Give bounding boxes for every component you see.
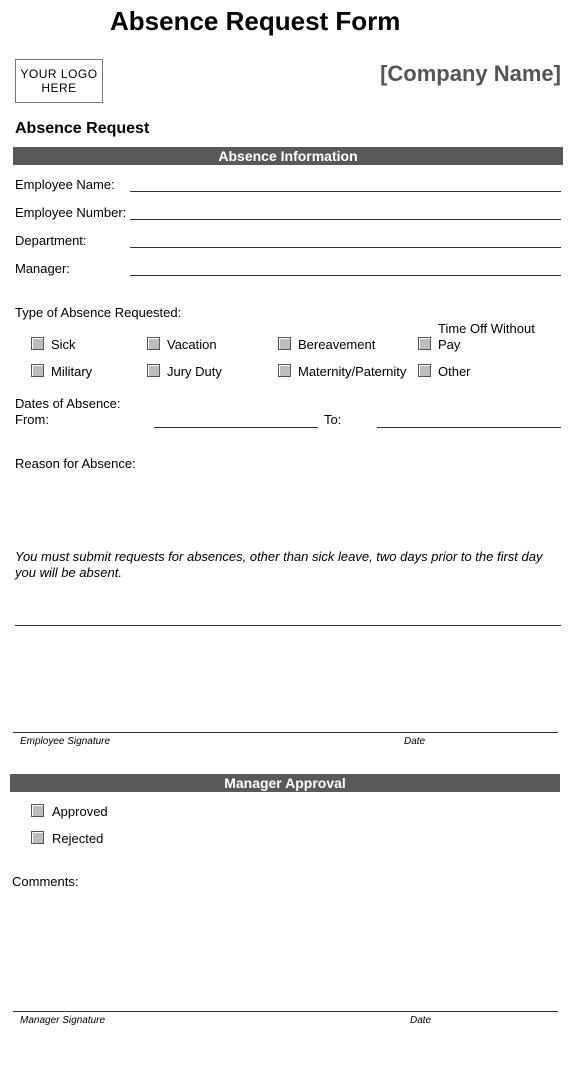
company-name: [Company Name] (380, 61, 561, 86)
employee-number-field[interactable] (130, 219, 561, 220)
reason-field[interactable] (15, 476, 561, 542)
form-title: Absence Request Form (110, 6, 401, 36)
logo-text-line1: YOUR LOGO (20, 67, 98, 81)
military-checkbox[interactable] (31, 364, 44, 377)
time-off-without-pay-checkbox[interactable] (418, 337, 431, 350)
sick-checkbox[interactable] (31, 337, 44, 350)
employee-date-label: Date (404, 736, 426, 747)
logo-placeholder (15, 59, 103, 103)
absence-information-header: Absence Information (13, 147, 563, 165)
from-date-field[interactable] (154, 427, 318, 428)
notice-line2: you will be absent. (15, 565, 122, 580)
vacation-checkbox[interactable] (147, 337, 160, 350)
from-label: From: (15, 412, 49, 427)
rejected-label: Rejected (52, 831, 104, 846)
bereavement-label: Bereavement (298, 337, 376, 352)
employee-signature-line[interactable] (13, 732, 558, 733)
section-title: Absence Request (15, 120, 150, 137)
logo-text-line2: HERE (41, 81, 77, 95)
manager-approval-header: Manager Approval (10, 774, 560, 792)
employee-name-label: Employee Name: (15, 177, 115, 192)
jury-duty-label: Jury Duty (167, 364, 222, 379)
other-label: Other (438, 364, 471, 379)
jury-duty-checkbox[interactable] (147, 364, 160, 377)
employee-number-label: Employee Number: (15, 205, 127, 220)
rejected-checkbox[interactable] (31, 831, 44, 844)
manager-field[interactable] (130, 275, 561, 276)
dates-of-absence-label: Dates of Absence: (15, 396, 121, 411)
maternity-paternity-label: Maternity/Paternity (298, 364, 407, 379)
to-label: To: (324, 412, 342, 427)
sick-label: Sick (51, 337, 76, 352)
to-date-field[interactable] (377, 427, 561, 428)
time-off-without-pay-label-line2: Pay (438, 337, 461, 352)
other-checkbox[interactable] (418, 364, 431, 377)
comments-field[interactable] (12, 894, 558, 1004)
comments-label: Comments: (12, 874, 79, 889)
time-off-without-pay-label-line1: Time Off Without (438, 321, 535, 336)
absence-type-label: Type of Absence Requested: (15, 305, 182, 320)
bereavement-checkbox[interactable] (278, 337, 291, 350)
department-field[interactable] (130, 247, 561, 248)
vacation-label: Vacation (167, 337, 217, 352)
manager-signature-line[interactable] (13, 1011, 558, 1012)
military-label: Military (51, 364, 93, 379)
approved-label: Approved (52, 804, 108, 819)
notice-line1: You must submit requests for absences, other than sick leave, two days prior to the first day (15, 549, 543, 564)
manager-label: Manager: (15, 261, 70, 276)
manager-signature-label: Manager Signature (20, 1015, 106, 1026)
maternity-paternity-checkbox[interactable] (278, 364, 291, 377)
approved-checkbox[interactable] (31, 804, 44, 817)
manager-date-label: Date (410, 1015, 432, 1026)
employee-name-field[interactable] (130, 191, 561, 192)
department-label: Department: (15, 233, 87, 248)
reason-label: Reason for Absence: (15, 456, 136, 471)
employee-signature-label: Employee Signature (20, 736, 111, 747)
divider-line (15, 625, 561, 626)
